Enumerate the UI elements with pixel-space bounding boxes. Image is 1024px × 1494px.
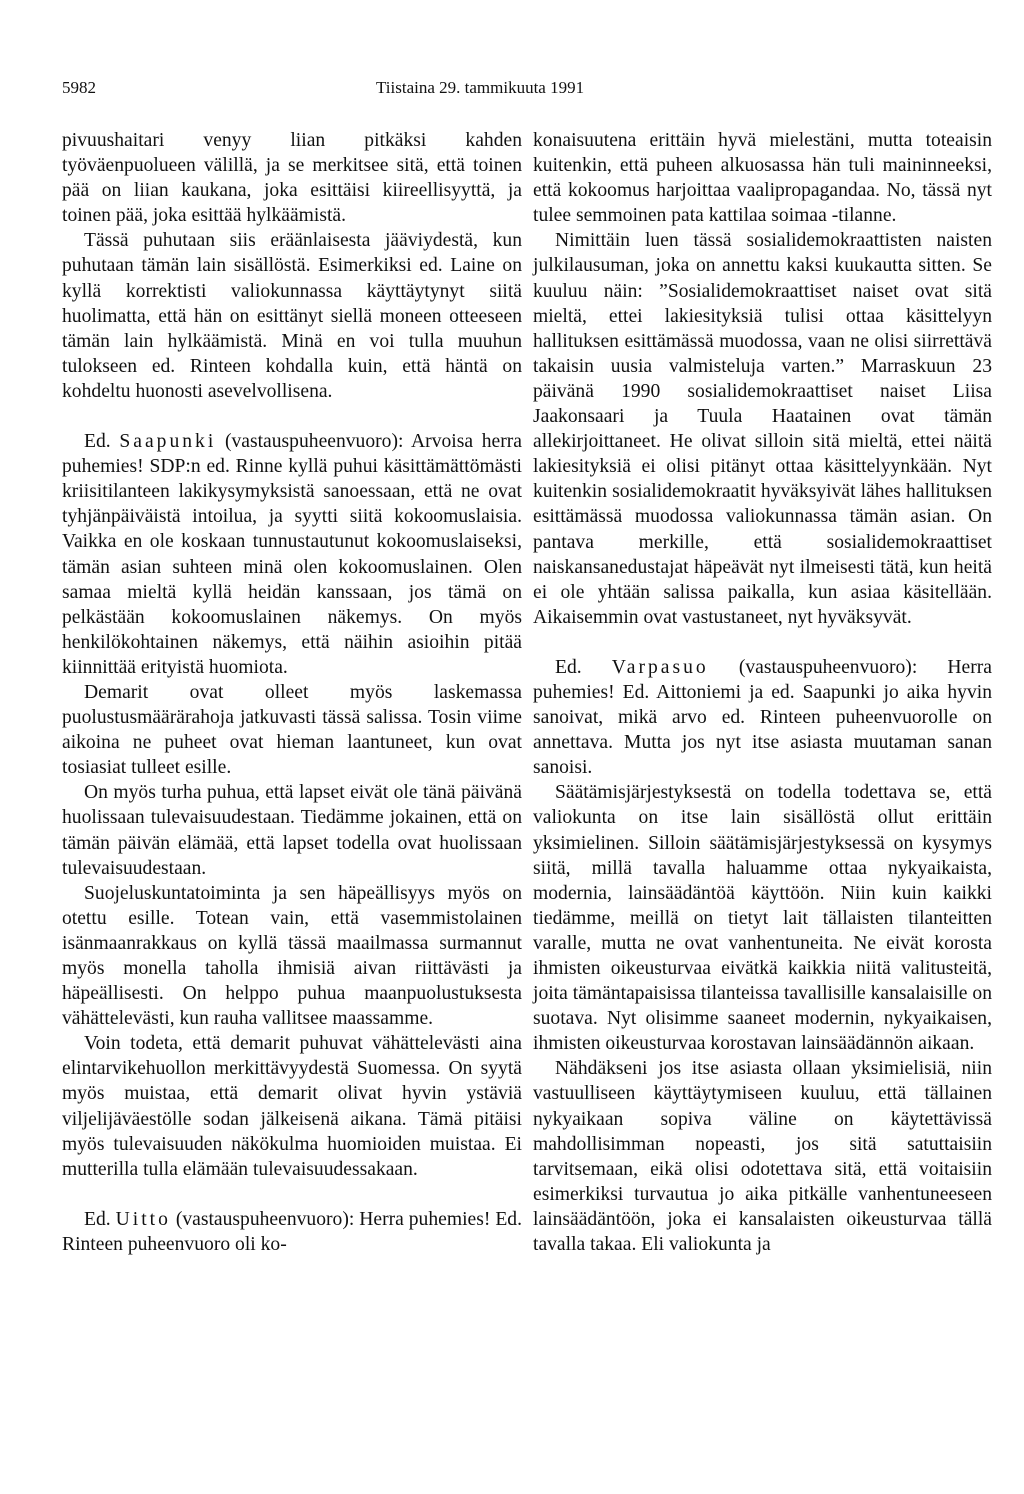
speaker-name: Saapunki: [119, 431, 217, 453]
paragraph: konaisuutena erittäin hyvä mielestäni, mutta toteaisin kuitenkin, että puheen alkuosassa hän tuli maininneeksi, että kokoomus harjoittaa vaalipropagandaa. No, tässä nyt tulee semmoinen pata kattilaa soimaa -tilanne.: [533, 130, 992, 227]
paragraph: pivuushaitari venyy liian pitkäksi kahden työväenpuolueen välillä, ja se merkitsee sitä, että toinen pää on liian kaukana, joka esittäisi kiireellisyyttä, ja toinen pää, joka esittää hylkäämistä.: [62, 130, 522, 227]
speech-text: (vastauspuheenvuoro): Herra puhemies! Ed. Aittoniemi ja ed. Saapunki jo aika hyvin sanoivat, mikä arvo ed. Rinteen puheenvuorolle on annettava. Mutta jos nyt itse asiasta muutaman sanan sanoisi.: [533, 656, 992, 779]
paragraph: On myös turha puhua, että lapset eivät ole tänä päivänä huolissaan tulevaisuudestaan. Tiedämme jokainen, että on tämän päivän elämää, että lapset todella ovat huolissaan tulevaisuudestaan.: [62, 782, 522, 879]
speech-paragraph: [533, 655, 992, 780]
paragraph: Tässä puhutaan siis eräänlaisesta jääviydestä, kun puhutaan tämän lain sisällöstä. Esimerkiksi ed. Laine on kyllä korrektisti valiokunnassa käyttäytynyt siitä huolimatta, että hän on esittänyt siellä moneen otteeseen tämän lain hylkäämistä. Minä en voi tulla muuhun tulokseen ed. Rinteen kohdalla kuin, että häntä on kohdeltu huonosti asevelvollisena.: [62, 230, 522, 402]
paragraph: Demarit ovat olleet myös laskemassa puolustusmäärärahoja jatkuvasti tässä salissa. Tosin viime aikoina ne puheet ovat hieman laantuneet, kun ovat tosiasiat tulleet esille.: [62, 681, 522, 779]
speaker-name: Varpasuo: [611, 656, 709, 678]
paragraph: Voin todeta, että demarit puhuvat vähättelevästi aina elintarvikehuollon merkittävyydestä Suomessa. On syytä myös muistaa, että demarit olivat hyvin ystäviä viljelijäväestölle sodan jälkeisenä aikana. Tämä pitäisi myös tulevaisuuden näkökulma huomioiden muistaa. Ei mutterilla tulla elämään tulevaisuudessakaan.: [62, 1033, 522, 1180]
speech-prefix: Ed.: [84, 1208, 111, 1230]
paragraph: Nähdäkseni jos itse asiasta ollaan yksimielisiä, niin vastuulliseen käyttäytymiseen kuuluu, että tällainen nykyaikaan sopiva väline on käytettävissä mahdollisimman nopeasti, jos sitä satuttaisiin tarvitsemaan, eikä olisi odotettava sitä, että voitaisiin esimerkiksi turvautua jo aika pitkälle vanhentuneeseen lainsäädäntöön, joka ei kansalaisten oikeusturvaa tällä tavalla takaa. Eli valiokunta ja: [533, 1058, 992, 1256]
paragraph: Säätämisjärjestyksestä on todella todettava se, että valiokunta on itse lain sisällöstä ollut erittäin yksimielinen. Silloin säätämisjärjestyksessä on kysymys siitä, millä tavalla haluamme ottaa nykyaikaista, modernia, lainsäädäntöä käyttöön. Niin kuin kaikki tiedämme, meillä on tietyt lait tällaisten tilanteitten varalle, mutta ne ovat vanhentuneita. Ne eivät korosta ihmisten oikeusturvaa eivätkä kaikkia niitä valitusteitä, joita tämäntapaisissa tilanteissa tavallisille kansalaisille on suotava. Nyt olisimme saaneet modernin, nykyaikaisen, ihmisten oikeusturvaa korostavan lainsäädännön aikaan.: [533, 782, 992, 1055]
speech-text: (vastauspuheenvuoro): Herra puhemies! Ed. Rinteen puheenvuoro oli ko-: [62, 1208, 522, 1255]
speech-paragraph: [62, 1207, 522, 1257]
speech-prefix: Ed.: [555, 656, 582, 678]
paragraph: Suojeluskuntatoiminta ja sen häpeällisyys myös on otettu esille. Totean vain, että vasemmistolainen isänmaanrakkaus on kyllä tässä maailmassa surmannut myös monella taholla ihmisiä aivan riittävästi ja häpeällisesti. On helppo puhua maanpuolustuksesta vähättelevästi, kun rauha vallitsee maassamme.: [62, 882, 522, 1030]
speech-prefix: Ed.: [84, 431, 111, 453]
paragraph: Nimittäin luen tässä sosialidemokraattisten naisten julkilausuman, joka on annettu kaksi kuukautta sitten. Se kuuluu näin: ”Sosialidemokraattiset naiset ovat sitä mieltä, ettei lakiesityksiä tulisi ottaa käsittelyyn hallituksen esittämässä muodossa, vaan ne olisi siirrettävä takaisin uusia valmisteluja varten.” Marraskuun 23 päivänä 1990 sosialidemokraattiset naiset Liisa Jaakonsaari ja Tuula Haatainen ovat tämän allekirjoittaneet. He olivat silloin sitä mieltä, ettei näitä lakiesityksiä ei olisi pitänyt ottaa käsittelyynkään. Nyt kuitenkin sosialidemokraatit hyväksyivät lähes hallituksen esittämässä muodossa valiokunnassa tämän asian. On pantava merkille, että sosialidemokraattiset naiskansanedustajat häpeävät nyt ilmeisesti tätä, kun heitä ei ole yhtään salissa paikalla, kun asiaa käsitellään. Aikaisemmin ovat vastustaneet, nyt hyväksyvät.: [533, 230, 992, 628]
right-column: [533, 128, 992, 1257]
speech-paragraph: [62, 429, 522, 680]
left-column: [62, 128, 522, 1257]
page-date: Tiistaina 29. tammikuuta 1991: [376, 78, 585, 97]
speaker-name: Uitto: [115, 1208, 171, 1230]
speech-text: (vastauspuheenvuoro): Arvoisa herra puhemies! SDP:n ed. Rinne kyllä puhui käsittämättömästi kriisitilanteen lakikysymyksistä sanoessaan, että ne ovat tyhjänpäiväistä intoilua, ja syytti siitä kokoomuslaisia. Vaikka en ole koskaan tunnustautunut kokoomuslaiseksi, tämän asian suhteen minä olen kokoomuslainen. Olen samaa mieltä kyllä heidän kanssaan, jos tämä on pelkästään kokoomuslainen näkemys. On myös henkilökohtainen näkemys, että näihin asioihin pitää kiinnittää erityistä huomiota.: [62, 431, 522, 678]
page-number: 5982: [62, 78, 96, 97]
